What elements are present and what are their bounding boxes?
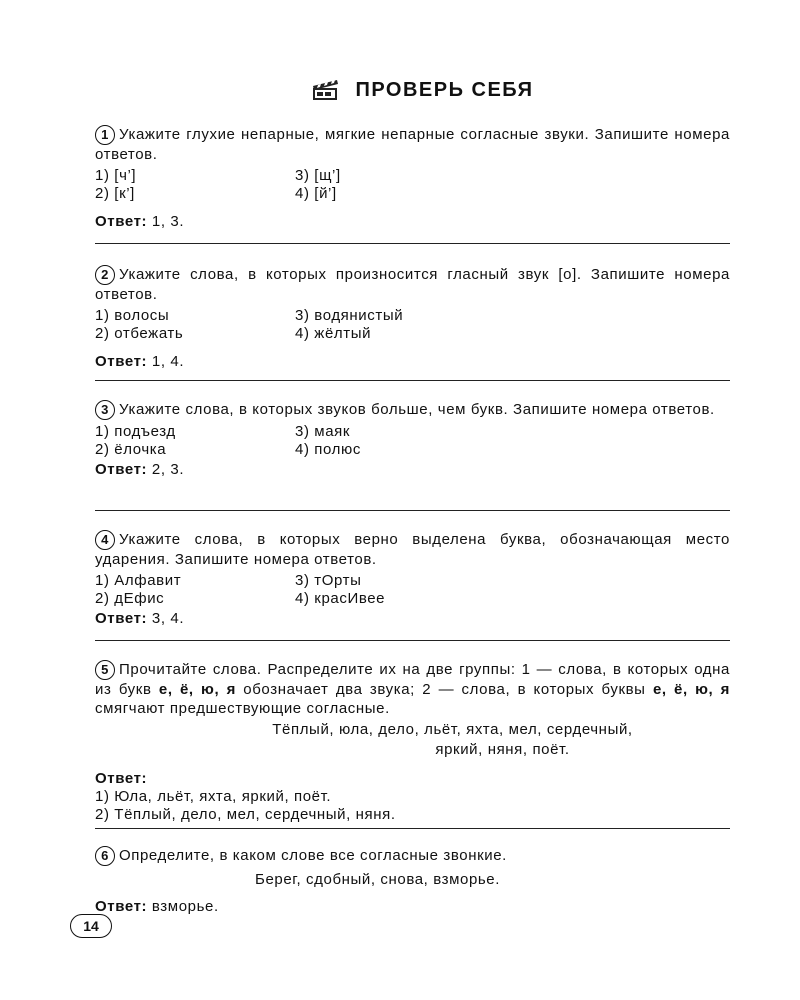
divider: [95, 640, 730, 641]
option: 4) красИвее: [295, 590, 386, 608]
options-grid: [95, 423, 730, 459]
option: 4) жёлтый: [295, 325, 372, 343]
answer-value: взморье.: [151, 898, 219, 916]
task-number-badge: 1: [95, 125, 115, 145]
option: 4) [й’]: [295, 185, 337, 203]
question-text: Укажите слова, в которых звуков больше, чем букв. Запишите номера ответов.: [119, 401, 715, 418]
answer-value: 2, 3.: [151, 461, 185, 479]
answer: [95, 353, 730, 371]
task-number-badge: 5: [95, 660, 115, 680]
task-number-badge: 6: [95, 846, 115, 866]
page-header: [115, 70, 730, 110]
option: 1) Алфавит: [95, 572, 182, 590]
letters-bold: е, ё, ю, я: [158, 681, 236, 699]
option: 1) подъезд: [95, 423, 176, 441]
answer-label: Ответ:: [95, 898, 148, 916]
page-number: 14: [70, 914, 112, 938]
options-grid: [95, 167, 730, 203]
option: 1) [ч’]: [95, 167, 137, 185]
page-title: ПРОВЕРЬ СЕБЯ: [355, 78, 534, 101]
options-grid: [95, 572, 730, 608]
task-number-badge: 3: [95, 400, 115, 420]
divider: [95, 828, 730, 829]
task-6: [95, 846, 730, 916]
task-number-badge: 4: [95, 530, 115, 550]
option: 4) полюс: [295, 441, 361, 459]
option: 1) волосы: [95, 307, 170, 325]
option: 3) маяк: [295, 423, 351, 441]
question-text: Укажите глухие непарные, мягкие непарные согласные звуки. Запишите номера ответов.: [95, 126, 730, 164]
answer-value: 3, 4.: [151, 610, 185, 628]
option: 3) тОрты: [295, 572, 362, 590]
question-text: Укажите слова, в которых произносится гласный звук [о]. Запишите номера ответов.: [95, 266, 730, 304]
options-grid: [95, 307, 730, 343]
option: 2) отбежать: [95, 325, 184, 343]
answer-value: 1, 3.: [151, 213, 185, 231]
page-content: [95, 70, 730, 916]
word-list: Тёплый, юла, дело, льёт, яхта, мел, сердечный,: [272, 721, 633, 739]
task-question: [95, 265, 730, 304]
answer: [95, 461, 730, 479]
task-2: [95, 265, 730, 371]
divider: [95, 380, 730, 381]
task-question: [95, 530, 730, 569]
answer: [95, 213, 730, 231]
word-list: Берег, сдобный, снова, взморье.: [255, 871, 501, 889]
answer-value: 1, 4.: [151, 353, 185, 371]
task-question: [95, 125, 730, 164]
task-1: [95, 125, 730, 231]
clapperboard-icon: [311, 78, 341, 102]
option: 3) водянистый: [295, 307, 404, 325]
task-question: [95, 400, 730, 420]
answer-label: Ответ:: [95, 610, 148, 628]
option: 2) дЕфис: [95, 590, 165, 608]
task-question: [95, 846, 730, 866]
task-4: [95, 530, 730, 628]
answer-label: Ответ:: [95, 770, 148, 788]
answer-line: 1) Юла, льёт, яхта, яркий, поёт.: [95, 788, 332, 806]
task-question: [95, 660, 730, 718]
answer: [95, 898, 730, 916]
answer-label: Ответ:: [95, 461, 148, 479]
task-3: [95, 400, 730, 479]
task-number-badge: 2: [95, 265, 115, 285]
letters-bold: е, ё, ю, я: [652, 681, 730, 699]
option: 2) [к’]: [95, 185, 135, 203]
option: 3) [щ’]: [295, 167, 341, 185]
divider: [95, 510, 730, 511]
answer-label: Ответ:: [95, 353, 148, 371]
question-text: смягчают предшествующие согласные.: [95, 700, 390, 718]
answer: [95, 610, 730, 628]
answer: [95, 770, 730, 788]
answer-label: Ответ:: [95, 213, 148, 231]
divider: [95, 243, 730, 244]
word-list: яркий, няня, поёт.: [435, 741, 570, 759]
question-text: Прочитайте слова. Распределите их на две группы: 1 — слова, в которых одна из букв: [95, 661, 730, 699]
question-text: обозначает два звука; 2 — слова, в которых буквы: [235, 681, 653, 699]
question-text: Определите, в каком слове все согласные звонкие.: [119, 847, 507, 864]
answer-line: 2) Тёплый, дело, мел, сердечный, няня.: [95, 806, 396, 824]
option: 2) ёлочка: [95, 441, 167, 459]
task-5: [95, 660, 730, 824]
question-text: Укажите слова, в которых верно выделена буква, обозначающая место ударения. Запишите номера ответов.: [95, 531, 730, 569]
